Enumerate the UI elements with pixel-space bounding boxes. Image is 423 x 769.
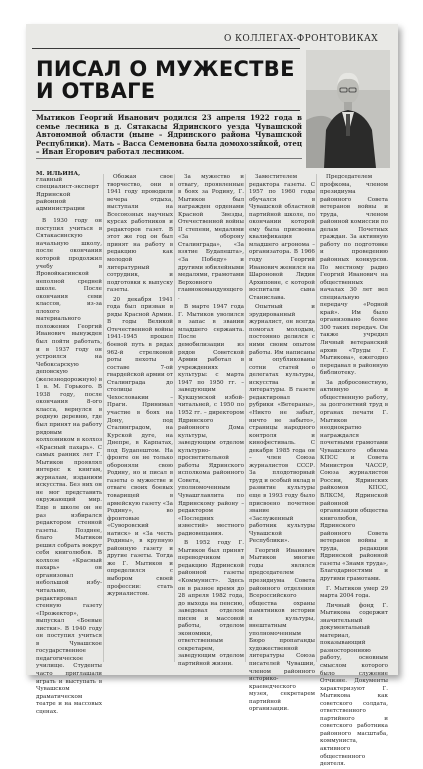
article-column-5 — [320, 174, 388, 768]
article-column-2 — [107, 174, 173, 662]
paragraph: Опытный и эрудированный журналист, он всегда помогал молодым, постоянно делился с ними своим опытом работы. Им написаны и опубликованы сотни статей о делегатах культуры, искусства и литературы. В газете редактировал рубрики «Ветераны», «Никто не забыт, ничто не забыто», страницы народного контроля и кинофестиваль. С декабря 1985 года он – член Союза журналистов СССР. За плодотворный труд и особый вклад в развитие культуры еще в 1993 году было присвоено почетное звание «Заслуженный работник культуры Чувашской Республики». — [249, 304, 315, 545]
paragraph: Георгий Иванович Мытиков многие годы являлся председателем президиума Совета районного отделения Всероссийского общества охраны памятников истории и культуры, внештатным уполномоченным Бюро пропаганды художественной литературы Союза писателей Чувашии, членом районного историко-краеведческого музея, секретарем партийной организации. — [249, 547, 315, 713]
rubric-rule — [32, 48, 300, 49]
newspaper-clipping — [26, 24, 398, 768]
paragraph: За мужество и отвагу, проявленные в боях за Родину, Г. Мытиков был награжден орденами Красной Звезды, Отечественной войны II степени, медалями «За оборону Сталинграда», «За взятие Будапешта», «За Победу» и другими юбилейными медалями, грамотами Верховного главнокомандующего. — [178, 174, 244, 301]
paragraph: Заместителем редактора газеты. С 1957 по 1960 годы обучался в Чувашской областной партийной школе, по окончании которой ему была присвоена квалификация младшего агронома – организатора. В 1966 году Георгий Иванович женился на Шароновой Лидии Архиповне, с которой воспитали сына Станислава. — [249, 174, 315, 301]
paragraph: В марте 1947 года Г. Мытиков уволился в запас в звании младшего сержанта. После демобилизации из рядов Советской Армии работал в учреждениях культуры: с марта 1947 по 1950 гг. – заведующим Кукшумской избой-читальней, с 1950 по 1952 гг. – директором Ядринского районного Дома культуры, заведующим отделом культурно-просветительной работы Ядринского исполкома районного Совета, уполномоченным Чувашглавлита по Ядринскому району – редактором «Последних известий» местного радиовещания. — [178, 304, 244, 537]
paragraph: В 1952 году Г. Мытиков был принят переводчиком в редакцию Ядринской районной газеты «Коммунист». Здесь он в разное время до 28 апреля 1982 года, до выхода на пенсию, заведовал отделом писем и массовой работы, отделом экономики, ответственным секретарем, заведующим отделом партийной жизни. — [178, 540, 244, 667]
author-position: главный специалист-эксперт Ядринской районной администрации — [36, 177, 99, 213]
portrait-photo — [306, 50, 390, 168]
title-rule — [32, 110, 300, 111]
paragraph: Личный фонд Г. Мытикова содержит значительный документальный материал, показывающий разностороннюю работу, основным смыслом которого было служение Отчизне. Документы характеризуют Г. Мытикова как советского солдата, ответственного партийного и советского работника районного масштаба, коммуниста, активного общественного деятеля. — [320, 602, 388, 768]
column-divider — [316, 174, 317, 662]
paragraph: Председателем профкома, членом президиума районного Совета ветеранов войны и труда, членом районной комиссии по делам Почетных граждан. За активную работу по подготовке и проведению районных конкурсов. По местному радио Георгий Иванович на общественных началах 30 лет вел специальную передачу «Родной край». Им было организовано более 300 таких передач. Он также учредил Личный ветеранский архив «Труды Г. Мытикова», ежегодно передавал в районную библиотеку. — [320, 174, 388, 377]
article-title: ПИСАЛ О МУЖЕСТВЕ И ОТВАГЕ — [36, 57, 295, 103]
column-divider — [174, 174, 175, 662]
article-column-4 — [249, 174, 315, 713]
paragraph: 20 декабря 1941 года был призван в ряды Красной Армии. В годы Великой Отечественной войны 1941-1945 прошел боевой путь в рядах 962-й стрелковой роты пехоты в составе 7-ой гвардейской армии от Сталинграда до столицы Чехословакии – Праги. Принимал участие в боях на Дону, под Сталинградом, на Курской дуге, на Днепре, в Карпатах, под Будапештом. На фронте он не только обороняли свою Родину, но и писал в газеты о мужестве и отваге своих боевых товарищей в армейскую газету «За Родину», во фронтовые «Суворовский натиск» и «За честь Родины», в крупную районную газету и другие газеты. Тогда же Г. Мытиков и определился с выбором своей профессии: стать журналистом. — [107, 296, 173, 598]
rubric-heading: О КОЛЛЕГАХ-ФРОНТОВИКАХ — [224, 34, 378, 44]
intro-rule — [36, 158, 302, 159]
column-divider — [245, 174, 246, 662]
paragraph: В 1930 году он поступил учиться в Сятакасинскую начальную школу, после окончания которой продолжил учебу в Яровойкасинской неполной средней школе. После окончания семи классов, из-за плохого материального положения Георгий Иванович вынужден был пойти работать, и в 1937 году он устроился на Чебоксарскую деповскую (железнодорожную) в 1 в. М. Горького. В 1938 году, после окончания 8-ого класса, вернулся в родную деревню, где был принят на работу рядовым колхозником в колхоз «Красный пахарь». С самых ранних лет Г. Мытиков проявлял интерес к книгам, журналам, изданиям искусства. Без них он не мог представить окружающий мир. Еще в школе он не раз избирался редактором стенной газеты. Позднее, благо Мытиков решил собрать вокруг себя книголюбов. В колхозе «Красный пахарь» он организовал небольшой избу-читальню, редактировал стенную газету «Прожектор», выпускал «Боевые листки». В 1940 году он поступил учиться в Чувашское государственное педагогическое училище. Студенты часто приглашали играть и выступать в Чувашском драматическом театре и на массовых сценах. — [36, 218, 102, 715]
article-column-3 — [178, 174, 244, 667]
article-intro: Мытиков Георгий Иванович родился 23 апреля 1922 года в семье лесника в д. Сятакасы Ядринского уезда Чувашской Автономной области (ныне – Ядринского района Чувашской Республики). Мать – Васса Семеновна была домохозяйкой, отец – Иван Егорович работал лесником. — [36, 113, 302, 157]
author-name: М. ИЛЬИНА, — [36, 170, 81, 177]
paragraph: За добросовестную, активную и общественную работу, за долголетний труд в органах печати Г. Мытиков неоднократно награждался почетными грамотами Чувашского обкома КПСС и Совета Министров ЧАССР, Союза журналистов России, Ядринских райкомов КПСС, ВЛКСМ, Ядринской районной организации общества книголюбов, Ядринского районного Совета ветеранов войны и труда, редакции Ядринской районной газеты «Знамя труда», Благодарностями и другими грамотами. — [320, 379, 388, 582]
paragraph: Г. Мытиков умер 29 марта 2004 года. — [320, 585, 388, 600]
portrait-figure — [306, 50, 390, 168]
column-divider — [103, 174, 104, 662]
paragraph: Обожая свое творчество, они в 1941 году проводили вечера отдыха, выступали на Всесоюзных научных курсах работников и редакторов газет. В этот же год он был принят на работу в редакцию как молодой литературный сотрудник, и подготовки к выпуску газеты. — [107, 174, 173, 294]
author-byline — [36, 170, 102, 213]
article-column-1 — [36, 170, 102, 715]
